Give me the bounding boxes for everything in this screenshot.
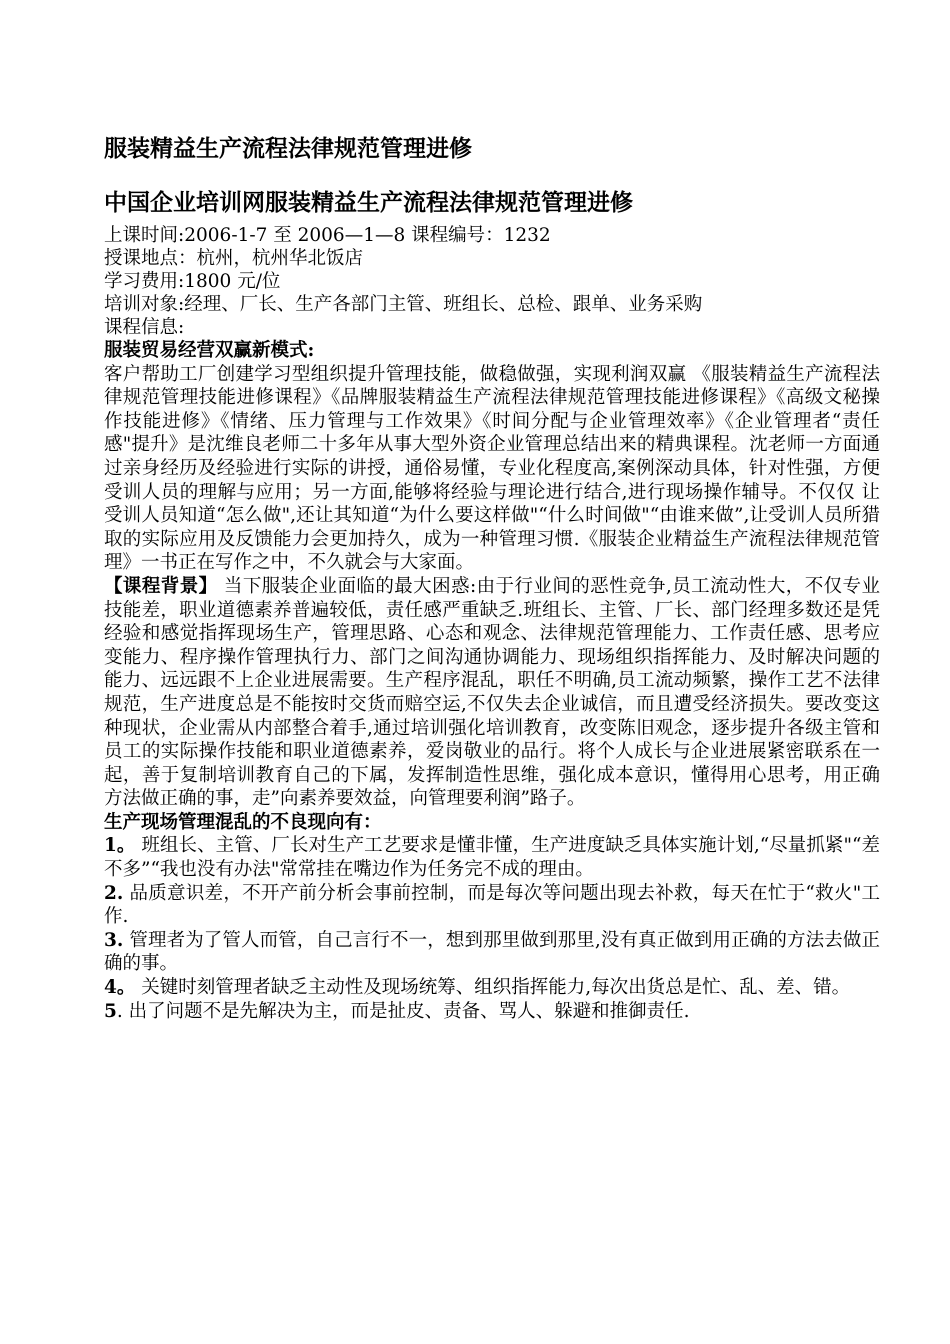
info-audience: 培训对象:经理、厂长、生产各部门主管、班组长、总检、跟单、业务采购 <box>104 294 703 315</box>
section-heading-problems: 生产现场管理混乱的不良现向有： <box>104 811 382 833</box>
info-course-label: 课程信息: <box>104 317 185 338</box>
info-schedule: 上课时间:2006-1-7 至 2006—1—8 课程编号：1232 <box>104 225 551 246</box>
problem-list <box>104 834 880 1023</box>
list-item-number: 1。 <box>104 835 136 857</box>
info-fee: 学习费用:1800 元/位 <box>104 271 281 292</box>
list-item-number: 5 <box>104 1000 117 1022</box>
list-item-text: 品质意识差，不开产前分析会事前控制，而是每次等问题出现去补救，每天在忙于“救火"工作. <box>104 882 880 928</box>
list-item <box>104 834 880 881</box>
paragraph-business-model: 客户帮助工厂创建学习型组织提升管理技能，做稳做强，实现利润双赢 《服装精益生产流程法律规范管理技能进修课程》《品牌服装精益生产流程法律规范管理技能进修课程》《高级文秘操作技能进修》《情绪、压力管理与工作效果》《时间分配与企业管理效率》《企业管理者“责任感"提升》是沈维良老师二十多年从事大型外资企业管理总结出来的精典课程。沈老师一方面通过亲身经历及经验进行实际的讲授，通俗易懂，专业化程度高,案例深动具体，针对性强，方便受训人员的理解与应用；另一方面,能够将经验与理论进行结合,进行现场操作辅导。不仅仅 让受训人员知道“怎么做",还让其知道“为什么要这样做"“什么时间做"“由谁来做”,让受训人员所猎取的实际应用及反馈能力会更加持久，成为一种管理习惯.《服装企业精益生产流程法律规范管理》一书正在写作之中，不久就会与大家面。 <box>104 363 880 574</box>
list-item-text: 班组长、主管、厂长对生产工艺要求是懂非懂，生产进度缺乏具体实施计划,“尽量抓紧"“差不多”“我也没有办法"常常挂在嘴边作为任务完不成的理由。 <box>104 835 880 881</box>
list-item-text: 关键时刻管理者缺乏主动性及现场统筹、组织指挥能力,每次出货总是忙、乱、差、错。 <box>135 977 851 999</box>
list-item-text: . 出了问题不是先解决为主，而是扯皮、责备、骂人、躲避和推御责任. <box>116 1000 690 1022</box>
list-item <box>104 976 880 1000</box>
list-item-number: 4。 <box>104 977 136 999</box>
list-item <box>104 929 880 976</box>
section-heading-business-model: 服装贸易经营双赢新模式: <box>104 340 315 361</box>
course-info <box>104 224 880 339</box>
course-background-text: 当下服装企业面临的最大困惑:由于行业间的恶性竞争,员工流动性大，不仅专业技能差，职业道德素养普遍较低，责任感严重缺乏.班组长、主管、厂长、部门经理多数还是凭经验和感觉指挥现场生产，管理思路、心态和观念、法律规范管理能力、工作责任感、思考应变能力、程序操作管理执行力、部门之间沟通协调能力、现场组织指挥能力、及时解决问题的能力、远远跟不上企业进展需要。生产程序混乱，职任不明确,员工流动频繁，操作工艺不法律规范，生产进度总是不能按时交货而赔空运,不仅失去企业诚信，而且遭受经济损失。要改变这种现状，企业需从内部整合着手,通过培训强化培训教育，改变陈旧观念，逐步提升各级主管和员工的实际操作技能和职业道德素养，爱岗敬业的品行。将个人成长与企业进展紧密联系在一起，善于复制培训教育自己的下属，发挥制造性思维，强化成本意识，懂得用心思考，用正确方法做正确的事，走”向素养要效益，向管理要利润”路子。 <box>104 575 880 810</box>
info-location: 授课地点：杭州，杭州华北饭店 <box>104 248 364 269</box>
list-item <box>104 882 880 929</box>
paragraph-course-background <box>104 575 880 811</box>
list-item <box>104 1000 880 1024</box>
list-item-text: 管理者为了管人而管，自己言行不一，想到那里做到那里,没有真正做到用正确的方法去做正确的事。 <box>104 929 880 975</box>
document-subtitle: 中国企业培训网服装精益生产流程法律规范管理进修 <box>104 189 633 216</box>
list-item-number: 3. <box>104 929 124 951</box>
list-item-number: 2. <box>104 882 124 904</box>
document-title: 服装精益生产流程法律规范管理进修 <box>104 135 472 162</box>
course-background-label: 【课程背景】 <box>104 575 218 597</box>
